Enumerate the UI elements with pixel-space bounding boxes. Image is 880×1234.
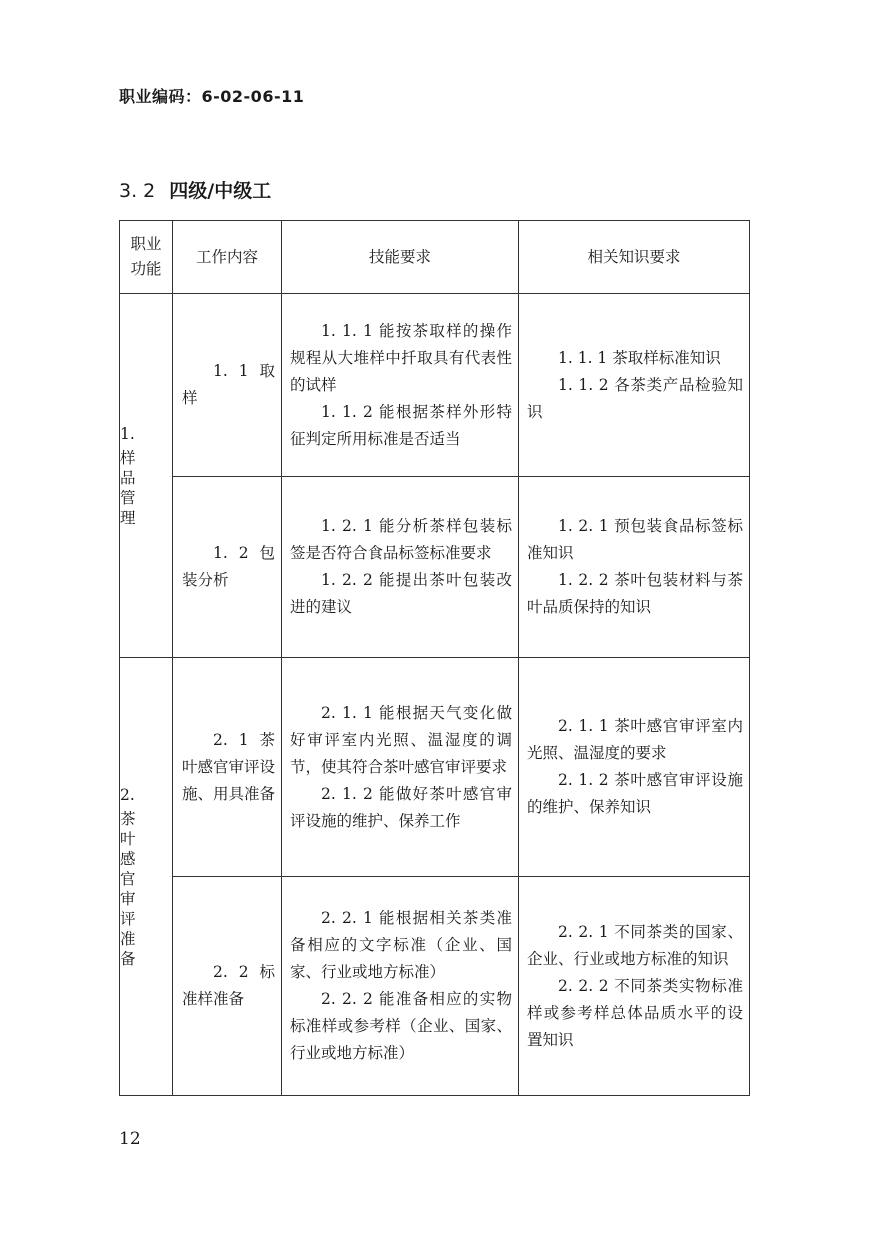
- section-title: 四级/中级工: [169, 180, 272, 202]
- knowledge-cell: 2. 2. 1 不同茶类的国家、企业、行业或地方标准的知识 2. 2. 2 不同茶类实物标准样或参考样总体品质水平的设置知识: [519, 877, 750, 1096]
- function-cell: [120, 658, 173, 1096]
- work-content-cell: 2. 2 标准样准备: [173, 877, 282, 1096]
- skills-table: [119, 220, 750, 1096]
- table-row: [120, 658, 750, 877]
- table-row: [120, 877, 750, 1096]
- col-header-knowledge: 相关知识要求: [519, 221, 750, 294]
- skill-cell: 1. 2. 1 能分析茶样包装标签是否符合食品标签标准要求 1. 2. 2 能提出茶叶包装改进的建议: [282, 477, 519, 658]
- knowledge-cell: 2. 1. 1 茶叶感官审评室内光照、温湿度的要求 2. 1. 2 茶叶感官审评设施的维护、保养知识: [519, 658, 750, 877]
- table-row: [120, 477, 750, 658]
- function-name: 茶叶感官审评准备: [120, 809, 136, 968]
- function-name: 样品管理: [120, 448, 136, 527]
- section-heading: [119, 176, 271, 203]
- skill-cell: 1. 1. 1 能按茶取样的操作规程从大堆样中扦取具有代表性的试样 1. 1. 2 能根据茶样外形特征判定所用标准是否适当: [282, 294, 519, 477]
- function-cell: [120, 294, 173, 658]
- col-header-content: 工作内容: [173, 221, 282, 294]
- skill-cell: 2. 1. 1 能根据天气变化做好审评室内光照、温湿度的调节，使其符合茶叶感官审评要求 2. 1. 2 能做好茶叶感官审评设施的维护、保养工作: [282, 658, 519, 877]
- col-header-function: 职业功能: [120, 221, 173, 294]
- work-content-cell: 1. 1 取样: [173, 294, 282, 477]
- work-content-cell: 1. 2 包装分析: [173, 477, 282, 658]
- section-number: 3. 2: [119, 180, 156, 202]
- page-number: 12: [119, 1129, 141, 1149]
- occupation-code: 职业编码：6-02-06-11: [119, 87, 305, 106]
- skill-cell: 2. 2. 1 能根据相关茶类准备相应的文字标准（企业、国家、行业或地方标准） 2. 2. 2 能准备相应的实物标准样或参考样（企业、国家、行业或地方标准）: [282, 877, 519, 1096]
- function-number: 1.: [120, 424, 135, 443]
- col-header-skills: 技能要求: [282, 221, 519, 294]
- function-number: 2.: [120, 785, 135, 804]
- table-row: [120, 294, 750, 477]
- work-content-cell: 2. 1 茶叶感官审评设施、用具准备: [173, 658, 282, 877]
- table-header-row: [120, 221, 750, 294]
- knowledge-cell: 1. 1. 1 茶取样标准知识 1. 1. 2 各茶类产品检验知识: [519, 294, 750, 477]
- knowledge-cell: 1. 2. 1 预包装食品标签标准知识 1. 2. 2 茶叶包装材料与茶叶品质保持的知识: [519, 477, 750, 658]
